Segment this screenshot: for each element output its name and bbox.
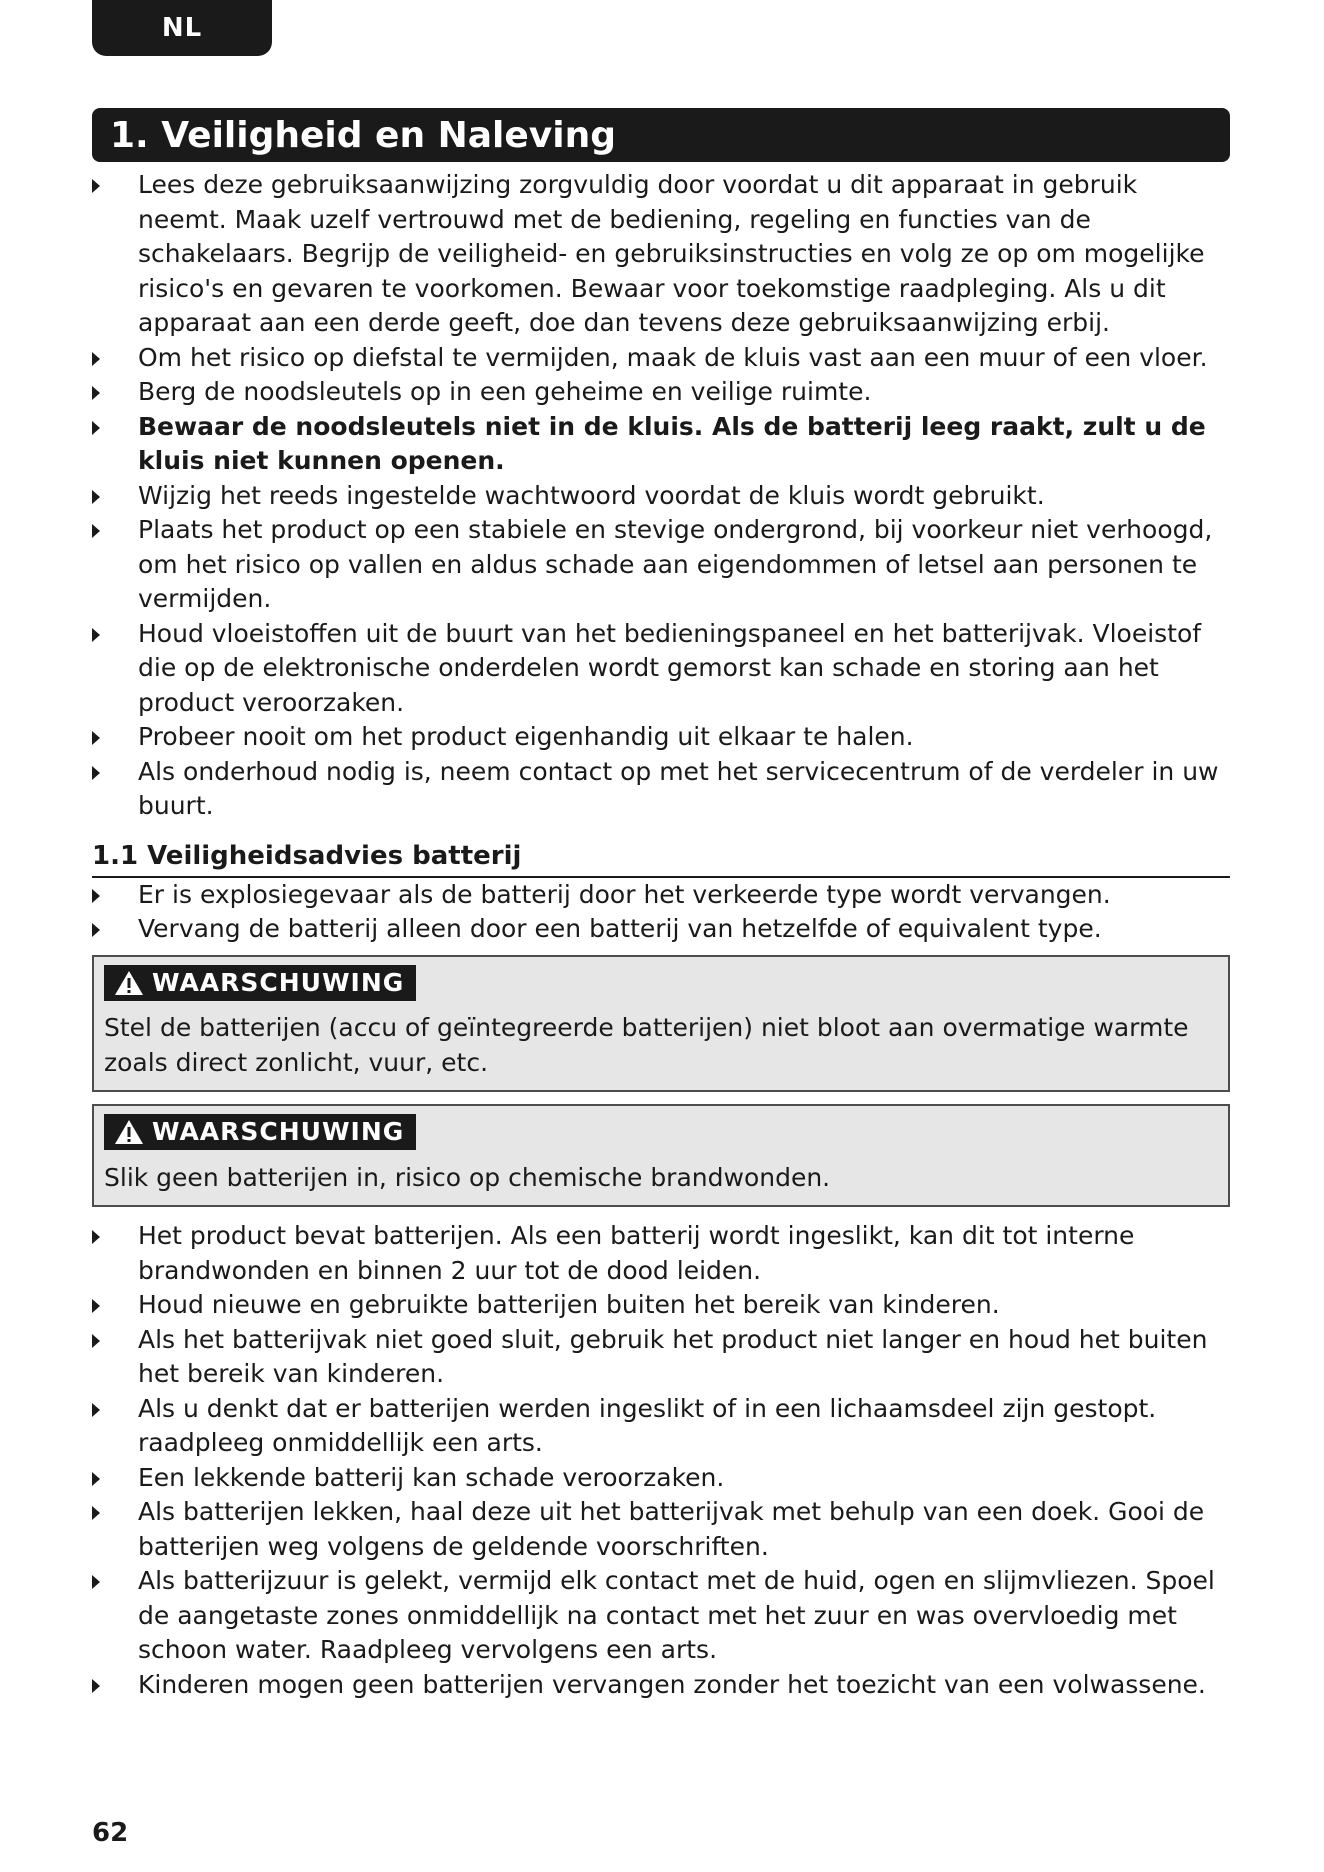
list-item xyxy=(92,1495,1230,1564)
list-item-text: Het product bevat batterijen. Als een batterij wordt ingeslikt, kan dit tot interne brandwonden en binnen 2 uur tot de dood leiden. xyxy=(138,1221,1135,1285)
list-item xyxy=(92,341,1230,376)
list-item-text: Bewaar de noodsleutels niet in de kluis. Als de batterij leeg raakt, zult u de kluis niet kunnen openen. xyxy=(138,411,1206,475)
list-item-text: Lees deze gebruiksaanwijzing zorgvuldig door voordat u dit apparaat in gebruik neemt. Maak uzelf vertrouwd met de bediening, regeling en functies van de schakelaars. Begrijp de veiligheid- en gebruiksinstructies en volg ze op om mogelijke risico's en gevaren te voorkomen. Bewaar voor toekomstige raadpleging. Als u dit apparaat aan een derde geeft, doe dan tevens deze gebruiksaanwijzing erbij. xyxy=(138,170,1205,337)
warning-text: Stel de batterijen (accu of geïntegreerde batterijen) niet bloot aan overmatige warmte zoals direct zonlicht, vuur, etc. xyxy=(104,1013,1189,1077)
bullet-icon xyxy=(92,352,100,366)
list-item xyxy=(92,513,1230,617)
list-item-text: Vervang de batterij alleen door een batterij van hetzelfde of equivalent type. xyxy=(138,914,1102,943)
section-title-bar xyxy=(92,108,1230,162)
bullet-icon xyxy=(92,1679,100,1693)
battery-bullet-list-top xyxy=(92,878,1230,947)
warning-label xyxy=(104,965,416,1001)
list-item xyxy=(92,1219,1230,1288)
list-item-text: Houd nieuwe en gebruikte batterijen buiten het bereik van kinderen. xyxy=(138,1290,1000,1319)
page-number: 62 xyxy=(92,1818,129,1848)
list-item-text: Berg de noodsleutels op in een geheime en veilige ruimte. xyxy=(138,377,872,406)
bullet-icon xyxy=(92,923,100,937)
list-item xyxy=(92,1392,1230,1461)
list-item xyxy=(92,168,1230,341)
list-item xyxy=(92,1461,1230,1496)
bullet-icon xyxy=(92,490,100,504)
bullet-icon xyxy=(92,766,100,780)
bullet-icon xyxy=(92,889,100,903)
warning-box xyxy=(92,955,1230,1093)
list-item xyxy=(92,720,1230,755)
bullet-icon xyxy=(92,1299,100,1313)
bullet-icon xyxy=(92,1575,100,1589)
bullet-icon xyxy=(92,386,100,400)
list-item xyxy=(92,479,1230,514)
warning-label xyxy=(104,1114,416,1150)
warning-text: Slik geen batterijen in, risico op chemische brandwonden. xyxy=(104,1162,831,1192)
list-item-text: Plaats het product op een stabiele en stevige ondergrond, bij voorkeur niet verhoogd, om het risico op vallen en aldus schade aan eigendommen of letsel aan personen te vermijden. xyxy=(138,515,1213,613)
list-item-text: Kinderen mogen geen batterijen vervangen zonder het toezicht van een volwassene. xyxy=(138,1669,1206,1699)
intro-bullet-list xyxy=(92,168,1230,824)
list-item xyxy=(92,878,1230,913)
list-item-text: Probeer nooit om het product eigenhandig uit elkaar te halen. xyxy=(138,722,914,751)
list-item-text: Als het batterijvak niet goed sluit, gebruik het product niet langer en houd het buiten het bereik van kinderen. xyxy=(138,1324,1208,1388)
section-title: 1. Veiligheid en Naleving xyxy=(110,114,617,156)
language-label: NL xyxy=(161,13,203,43)
list-item xyxy=(92,1288,1230,1323)
list-item-text: Als batterijzuur is gelekt, vermijd elk contact met de huid, ogen en slijmvliezen. Spoel de aangetaste zones onmiddellijk na contact met het zuur en was overvloedig met schoon water. Raadpleeg vervolgens een arts. xyxy=(138,1566,1215,1664)
list-item-text: Als u denkt dat er batterijen werden ingeslikt of in een lichaamsdeel zijn gestopt. raadpleeg onmiddellijk een arts. xyxy=(138,1393,1157,1457)
list-item-emphasis xyxy=(92,410,1230,479)
bullet-icon xyxy=(92,1472,100,1486)
battery-bullet-list-bottom xyxy=(92,1219,1230,1702)
list-item xyxy=(92,375,1230,410)
list-item xyxy=(92,912,1230,947)
bullet-icon xyxy=(92,1403,100,1417)
list-item xyxy=(92,1564,1230,1668)
list-item xyxy=(92,755,1230,824)
list-item-text: Als batterijen lekken, haal deze uit het batterijvak met behulp van een doek. Gooi de batterijen weg volgens de geldende voorschriften. xyxy=(138,1497,1205,1561)
list-item-text: Wijzig het reeds ingestelde wachtwoord voordat de kluis wordt gebruikt. xyxy=(138,480,1045,510)
list-item-text: Er is explosiegevaar als de batterij door het verkeerde type wordt vervangen. xyxy=(138,879,1111,909)
list-item-text: Als onderhoud nodig is, neem contact op met het servicecentrum of de verdeler in uw buurt. xyxy=(138,756,1219,820)
page-content xyxy=(92,168,1230,1702)
bullet-icon xyxy=(92,1334,100,1348)
list-item-text: Om het risico op diefstal te vermijden, maak de kluis vast aan een muur of een vloer. xyxy=(138,342,1208,372)
bullet-icon xyxy=(92,179,100,193)
warning-label-text: WAARSCHUWING xyxy=(152,1117,405,1146)
warning-triangle-icon xyxy=(114,1119,144,1145)
list-item xyxy=(92,617,1230,721)
language-tab xyxy=(92,0,272,56)
subsection-heading: 1.1 Veiligheidsadvies batterij xyxy=(92,838,1230,878)
list-item-text: Houd vloeistoffen uit de buurt van het bedieningspaneel en het batterijvak. Vloeistof die op de elektronische onderdelen wordt gemorst kan schade en storing aan het product veroorzaken. xyxy=(138,618,1202,717)
bullet-icon xyxy=(92,1230,100,1244)
bullet-icon xyxy=(92,421,100,435)
list-item-text: Een lekkende batterij kan schade veroorzaken. xyxy=(138,1462,725,1492)
bullet-icon xyxy=(92,1506,100,1520)
bullet-icon xyxy=(92,731,100,745)
bullet-icon xyxy=(92,524,100,538)
warning-box xyxy=(92,1104,1230,1207)
warning-label-text: WAARSCHUWING xyxy=(152,967,405,997)
warning-triangle-icon xyxy=(114,970,144,996)
bullet-icon xyxy=(92,628,100,642)
list-item xyxy=(92,1323,1230,1392)
list-item xyxy=(92,1668,1230,1703)
